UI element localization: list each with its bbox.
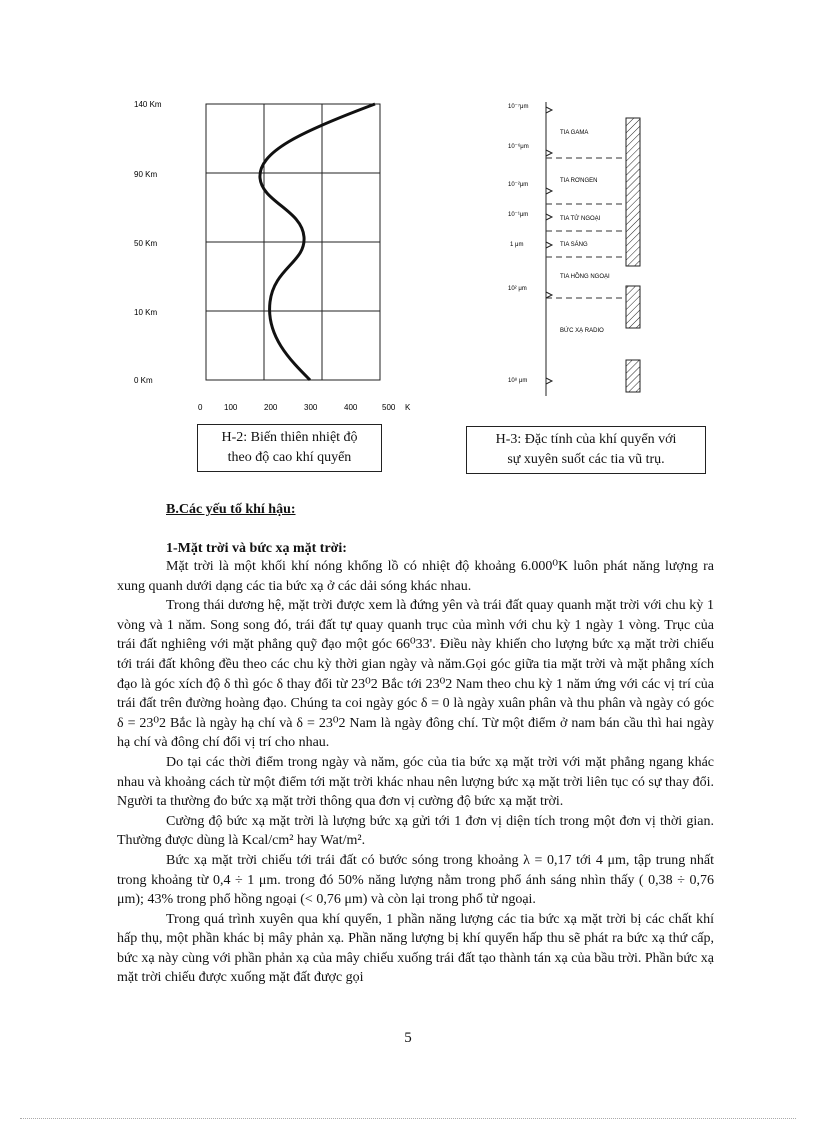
scale-ticks [546,107,552,384]
absorption-bar [626,360,640,392]
atmosphere-penetration-diagram [500,96,660,406]
caption-line: H-3: Đặc tính của khí quyển với [495,432,677,447]
wavelength-label: 1 μm [510,242,524,248]
wavelength-label: 10⁻²μm [508,182,529,188]
x-tick-label: 400 [344,403,358,412]
x-tick-label: 200 [264,403,278,412]
band-label: TIA TỬ NGOẠI [560,216,601,222]
paragraph: Bức xạ mặt trời chiếu tới trái đất có bước sóng trong khoảng λ = 0,17 tới 4 μm, tập trung nhất trong khoảng từ 0,4 ÷ 1 μm. trong đó 50% năng lượng nằm trong phổ ánh sáng nhìn thấy ( 0,38 ÷ 0,76 μm); 43% trong phổ hồng ngoại (< 0,76 μm) và còn lại trong phổ tử ngoại. [117,852,714,908]
wavelength-label: 10⁻¹μm [508,212,529,218]
body-text [166,500,714,558]
caption-line: theo độ cao khí quyển [227,450,352,465]
page-number: 5 [404,1030,412,1046]
subsection-title: 1-Mặt trời và bức xạ mặt trời: [166,540,347,556]
paragraph: Cường độ bức xạ mặt trời là lượng bức xạ gửi tới 1 đơn vị diện tích trong một đơn vị thời gian. Thường được dùng là Kcal/cm² hay Wat/m². [117,813,714,849]
caption-line: sự xuyên suốt các tia vũ trụ. [507,452,665,467]
paragraph: Mặt trời là một khối khí nóng khổng lồ có nhiệt độ khoảng 6.000⁰K luôn phát năng lượng ra xung quanh dưới dạng các tia bức xạ ở các dải sóng khác nhau. [117,559,714,594]
caption-line: H-2: Biến thiên nhiệt độ [221,430,358,445]
band-label: TIA GAMA [560,130,589,136]
paragraph: Do tại các thời điểm trong ngày và năm, góc của tia bức xạ mặt trời với mặt phẳng ngang khác nhau và khoảng cách từ một điểm tới mặt trời khác nhau nên lượng bức xạ mặt trời liên tục có sự thay đổi. Người ta thường đo bức xạ mặt trời thông qua đơn vị cường độ bức xạ mặt trời. [117,754,714,810]
paragraphs [117,557,714,988]
absorption-bar [626,118,640,266]
y-tick-label: 90 Km [134,170,158,179]
section-title: B.Các yếu tố khí hậu: [166,502,296,517]
x-tick-label: 100 [224,403,238,412]
temperature-altitude-chart [120,92,430,422]
paragraph: Trong thái dương hệ, mặt trời được xem là đứng yên và trái đất quay quanh mặt trời với chu kỳ 1 vòng và 1 năm. Song song đó, trái đất tự quay quanh trục của mình với chu kỳ 1 ngày 1 vòng. Trục của trái đất nghiêng với mặt phẳng quỹ đạo một góc 66⁰33'. Điều này khiến cho lượng bức xạ mặt trời chiếu tới trái đất không đều theo các chu kỳ thời gian ngày và năm.Gọi góc giữa tia mặt trời và mặt phẳng xích đạo là góc xích độ δ thì góc δ thay đổi từ 23⁰2 Bắc tới 23⁰2 Nam theo chu kỳ 1 năm ứng với các vị trí của trái đất trên đường hoàng đạo. Chúng ta coi ngày góc δ = 0 là ngày xuân phân và thu phân và ngày có góc δ = 23⁰2 Bắc là ngày hạ chí và δ = 23⁰2 Nam là ngày đông chí. Từ một điểm ở nam bán cầu thì hai ngày hạ chí và đông chí đổi vị trí cho nhau. [117,598,714,751]
wavelength-label: 10² μm [508,286,527,292]
wavelength-label: 10⁻⁶μm [508,144,529,150]
chart-grid [206,104,380,380]
x-tick-label: K [405,403,411,412]
absorption-bar [626,286,640,328]
band-label: BỨC XẠ RADIO [560,328,604,334]
wavelength-label: 10⁻⁷μm [508,104,529,110]
figure-right-caption [466,426,706,474]
wavelength-label: 10⁸ μm [508,378,528,384]
y-tick-label: 0 Km [134,376,153,385]
figure-left-caption [197,424,382,472]
y-tick-label: 50 Km [134,239,158,248]
y-tick-label: 140 Km [134,100,162,109]
band-label: TIA RƠNGEN [560,178,598,184]
band-label: TIA HỒNG NGOẠI [560,274,610,280]
x-tick-label: 500 [382,403,396,412]
x-tick-label: 300 [304,403,318,412]
band-label: TIA SÁNG [560,242,588,248]
y-tick-label: 10 Km [134,308,158,317]
paragraph: Trong quá trình xuyên qua khí quyển, 1 phần năng lượng các tia bức xạ mặt trời bị các chất khí hấp thụ, một phần khác bị mây phản xạ. Phần năng lượng bị khí quyển hấp thu sẽ phát ra bức xạ thứ cấp, bức xạ này cùng với phần phản xạ của mây chiếu xuống trái đất tạo thành tán xạ của bầu trời. Phần bức xạ mặt trời chiếu được xuống mặt đất được gọi [117,911,714,986]
x-tick-label: 0 [198,403,203,412]
page-bottom-divider [20,1118,796,1119]
